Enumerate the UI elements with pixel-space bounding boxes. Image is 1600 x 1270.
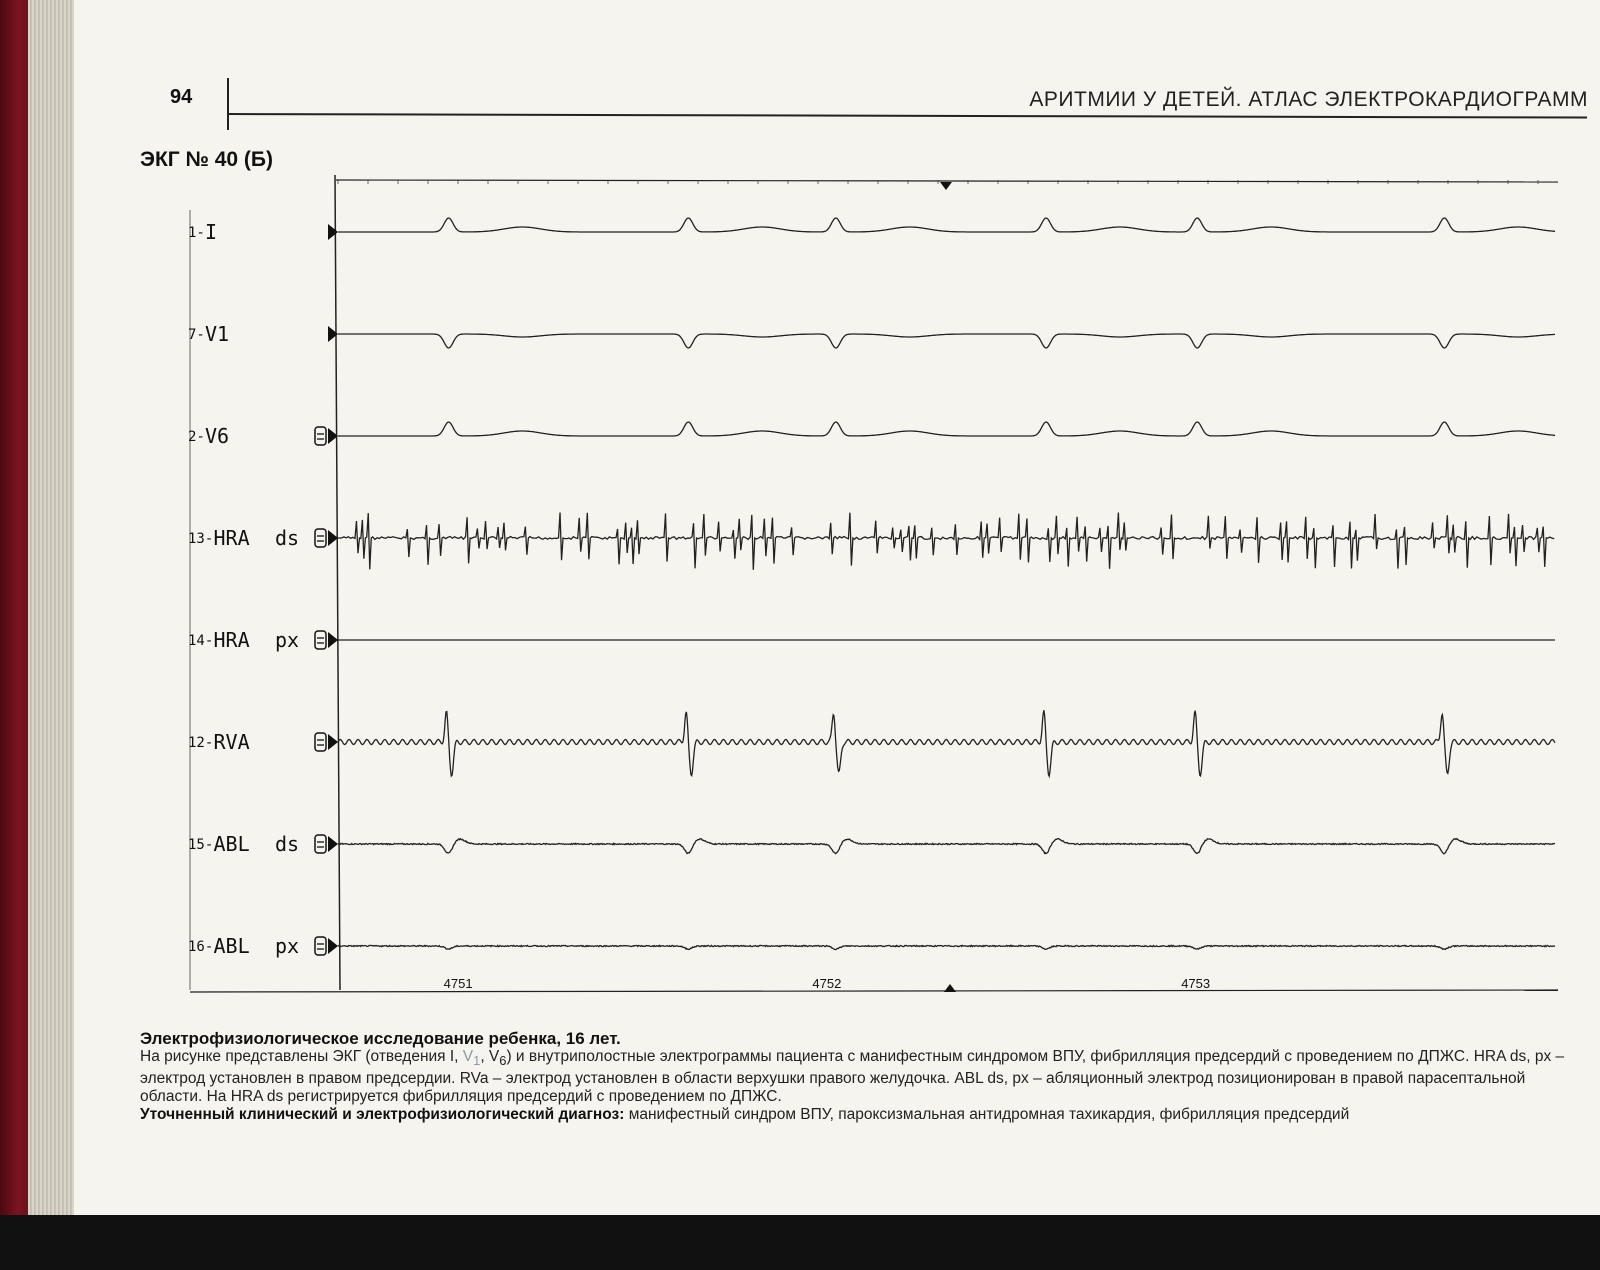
diagnosis-text: манифестный синдром ВПУ, пароксизмальная антидромная тахикардия, фибрилляция предсердий	[624, 1106, 1350, 1124]
lead-lock-icon	[315, 631, 326, 649]
x-tick-label: 4751	[443, 976, 473, 991]
page-edges	[28, 0, 78, 1215]
lead-lock-icon	[315, 733, 326, 751]
header-divider-vertical	[227, 78, 229, 130]
lead-name-label: V1	[205, 322, 230, 346]
lead-number-label: 7-	[188, 327, 205, 343]
lead-lock-icon	[315, 937, 326, 955]
caption-v1: V	[462, 1048, 474, 1065]
x-tick-label: 4752	[812, 976, 842, 991]
lead-marker-arrow	[328, 734, 338, 750]
top-marker-triangle	[940, 182, 952, 190]
trace-i	[338, 218, 1555, 232]
lead-name-label: HRA	[213, 628, 250, 652]
bottom-marker-triangle	[944, 984, 956, 992]
trace-v6	[338, 422, 1555, 436]
caption-text-c: ) и внутриполостные электрограммы пациента с манифестным синдромом ВПУ, фибрилляция предсердий с проведением по ДПЖС. HRA ds, px – электрод установлен в правом предсердии. RVa – электрод установлен в области верхушки правого желудочка. ABL ds, px – абляционный электрод позиционирован в правой парасептальной области. На HRA ds регистрируется фибрилляция предсердий с проведением по ДПЖС.	[140, 1048, 1565, 1106]
lead-name-label: V6	[205, 424, 230, 448]
bottom-shadow	[0, 1215, 1600, 1270]
lead-number-label: 12-	[188, 735, 214, 751]
trace-abl-ds	[338, 839, 1555, 854]
lead-name-label: ABL	[213, 934, 250, 958]
lead-number-label: 15-	[188, 837, 214, 853]
caption-v1-sub: 1	[473, 1053, 481, 1069]
lead-suffix-label: px	[275, 628, 300, 652]
running-title: АРИТМИИ У ДЕТЕЙ. АТЛАС ЭЛЕКТРОКАРДИОГРАММ	[1029, 88, 1588, 111]
lead-marker-arrow	[328, 836, 338, 852]
lead-number-label: 14-	[188, 633, 214, 649]
trace-rva	[338, 710, 1555, 776]
lead-lock-icon	[315, 835, 326, 853]
figure-title: ЭКГ № 40 (Б)	[140, 148, 274, 171]
lead-name-label: HRA	[213, 526, 250, 550]
caption	[140, 1030, 1590, 1124]
caption-v6-sub: 6	[499, 1053, 507, 1069]
lead-lock-icon	[315, 529, 326, 547]
lead-name-label: I	[205, 220, 218, 244]
lead-name-label: RVA	[213, 730, 250, 754]
caption-text-b: , V	[480, 1048, 500, 1065]
lead-suffix-label: ds	[275, 832, 300, 856]
lead-marker-arrow	[328, 224, 338, 240]
lead-marker-arrow	[328, 938, 338, 954]
x-tick-label: 4753	[1181, 976, 1211, 991]
lead-number-label: 13-	[188, 531, 214, 547]
lead-suffix-label: ds	[275, 526, 300, 550]
diagnosis-label: Уточненный клинический и электрофизиологический диагноз:	[140, 1106, 625, 1124]
lead-number-label: 1-	[188, 225, 205, 241]
caption-body	[140, 1048, 1590, 1106]
caption-title: Электрофизиологическое исследование ребенка, 16 лет.	[140, 1029, 621, 1048]
bottom-ruler-line	[190, 990, 1558, 992]
trace-hra-ds	[338, 512, 1554, 569]
lead-lock-icon	[315, 427, 326, 445]
lead-suffix-label: px	[275, 934, 300, 958]
lead-number-label: 16-	[188, 939, 214, 955]
lead-marker-arrow	[328, 632, 338, 648]
caption-diagnosis	[140, 1106, 1590, 1124]
lead-name-label: ABL	[213, 832, 250, 856]
trace-abl-px	[338, 945, 1555, 949]
ecg-chart	[180, 170, 1580, 1000]
lead-number-label: 2-	[188, 429, 205, 445]
page-number: 94	[170, 86, 193, 108]
caption-text-a: На рисунке представлены ЭКГ (отведения I,	[140, 1048, 463, 1065]
vertical-axis-line	[335, 175, 340, 990]
top-ruler-line	[336, 180, 1558, 182]
trace-v1	[338, 334, 1555, 348]
